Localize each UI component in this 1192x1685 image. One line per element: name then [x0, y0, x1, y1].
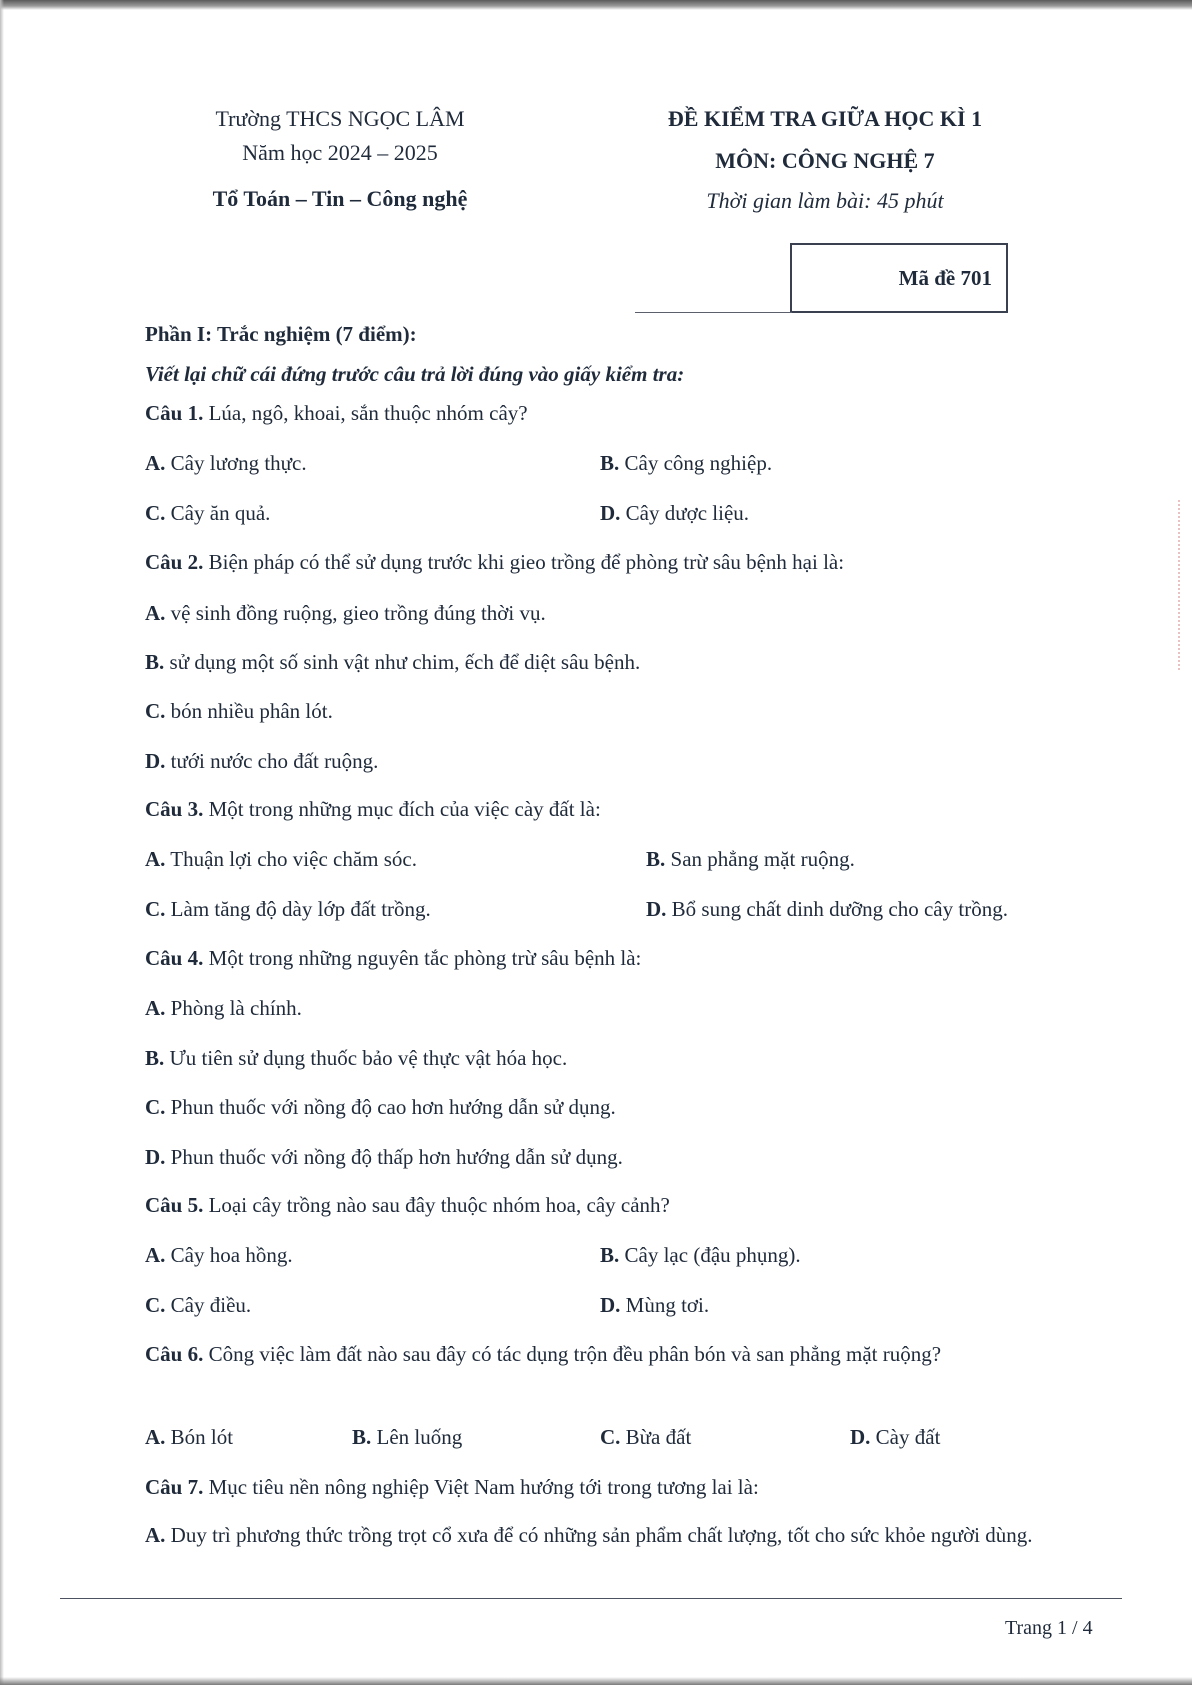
option-letter: A. [145, 601, 166, 625]
q3-option-c [145, 897, 431, 922]
option-text: tưới nước cho đất ruộng. [170, 749, 379, 773]
option-letter: C. [145, 1293, 166, 1317]
question-label: Câu 4. [145, 946, 204, 970]
q6-option-b [352, 1425, 462, 1450]
option-text: Bổ sung chất dinh dưỡng cho cây trồng. [671, 897, 1008, 921]
option-text: vệ sinh đồng ruộng, gieo trồng đúng thời vụ. [170, 601, 546, 625]
q4-option-a [145, 996, 302, 1021]
q4-option-b [145, 1046, 567, 1071]
question-7 [145, 1475, 759, 1500]
option-text: Cây hoa hồng. [170, 1243, 293, 1267]
option-text: Phòng là chính. [170, 996, 302, 1020]
option-text: Cây lạc (đậu phụng). [624, 1243, 801, 1267]
option-text: Cây công nghiệp. [624, 451, 773, 475]
school-name: Trường THCS NGỌC LÂM [215, 106, 465, 131]
option-letter: D. [850, 1425, 871, 1449]
option-letter: A. [145, 451, 166, 475]
option-letter: D. [600, 1293, 621, 1317]
q3-option-a [145, 847, 417, 872]
exam-code-box [790, 243, 1008, 313]
q2-option-c [145, 699, 333, 724]
q4-option-d [145, 1145, 623, 1170]
school-year: Năm học 2024 – 2025 [242, 140, 438, 165]
q1-option-a [145, 451, 307, 476]
option-text: Thuận lợi cho việc chăm sóc. [170, 847, 417, 871]
option-text: Phun thuốc với nồng độ thấp hơn hướng dẫn sử dụng. [170, 1145, 623, 1169]
option-letter: A. [145, 996, 166, 1020]
option-text: Cây dược liệu. [625, 501, 750, 525]
option-letter: C. [145, 501, 166, 525]
exam-title: ĐỀ KIỂM TRA GIỮA HỌC KÌ 1 [667, 106, 983, 131]
question-label: Câu 2. [145, 550, 204, 574]
question-text: Lúa, ngô, khoai, sắn thuộc nhóm cây? [208, 401, 528, 425]
q6-option-d [850, 1425, 940, 1450]
exam-duration: Thời gian làm bài: 45 phút [706, 188, 944, 213]
page-number: Trang 1 / 4 [1005, 1617, 1093, 1639]
option-letter: C. [145, 699, 166, 723]
question-2 [145, 550, 844, 575]
q5-option-a [145, 1243, 293, 1268]
option-letter: C. [600, 1425, 621, 1449]
q6-option-c [600, 1425, 691, 1450]
code-underline [635, 312, 792, 313]
q5-option-b [600, 1243, 801, 1268]
q1-option-c [145, 501, 270, 526]
option-text: Phun thuốc với nồng độ cao hơn hướng dẫn sử dụng. [170, 1095, 616, 1119]
option-text: sử dụng một số sinh vật như chim, ếch để diệt sâu bệnh. [169, 650, 641, 674]
option-letter: C. [145, 1095, 166, 1119]
section-title: Phần I: Trắc nghiệm (7 điểm): [145, 322, 417, 346]
scan-edge-bottom [0, 1677, 1192, 1685]
question-text: Mục tiêu nền nông nghiệp Việt Nam hướng tới trong tương lai là: [208, 1475, 759, 1499]
option-letter: D. [145, 749, 166, 773]
exam-code: Mã đề 701 [898, 265, 992, 290]
exam-subject: MÔN: CÔNG NGHỆ 7 [715, 148, 935, 173]
q5-option-d [600, 1293, 709, 1318]
option-text: Ưu tiên sử dụng thuốc bảo vệ thực vật hóa học. [169, 1046, 568, 1070]
q3-option-d [646, 897, 1008, 922]
option-text: Làm tăng độ dày lớp đất trồng. [170, 897, 431, 921]
question-text: Loại cây trồng nào sau đây thuộc nhóm hoa, cây cảnh? [208, 1193, 670, 1217]
option-text: bón nhiều phân lót. [170, 699, 333, 723]
option-text: Cây điều. [170, 1293, 252, 1317]
option-text: Cây ăn quả. [170, 501, 271, 525]
question-label: Câu 6. [145, 1342, 204, 1366]
question-text: Biện pháp có thể sử dụng trước khi gieo trồng để phòng trừ sâu bệnh hại là: [208, 550, 845, 574]
question-5 [145, 1193, 670, 1218]
option-letter: B. [600, 451, 620, 475]
footer-rule [60, 1598, 1122, 1599]
option-letter: D. [646, 897, 667, 921]
option-text: Bón lót [170, 1425, 234, 1449]
option-text: Cày đất [875, 1425, 941, 1449]
option-text: Lên luống [376, 1425, 463, 1449]
question-4 [145, 946, 641, 971]
department: Tổ Toán – Tin – Công nghệ [212, 186, 468, 211]
question-6 [145, 1339, 1095, 1369]
option-letter: C. [145, 897, 166, 921]
q5-option-c [145, 1293, 251, 1318]
scan-edge-top [0, 0, 1192, 10]
option-text: Duy trì phương thức trồng trọt cổ xưa để có những sản phẩm chất lượng, tốt cho sức khỏe người dùng. [170, 1523, 1033, 1547]
q3-option-b [646, 847, 855, 872]
question-1 [145, 401, 528, 426]
option-letter: A. [145, 847, 166, 871]
q6-option-a [145, 1425, 233, 1450]
question-label: Câu 1. [145, 401, 204, 425]
option-text: Mùng tơi. [625, 1293, 710, 1317]
option-text: San phẳng mặt ruộng. [670, 847, 855, 871]
question-text: Một trong những mục đích của việc cày đất là: [208, 797, 601, 821]
option-letter: B. [145, 650, 165, 674]
question-text: Một trong những nguyên tắc phòng trừ sâu bệnh là: [208, 946, 642, 970]
option-letter: B. [352, 1425, 372, 1449]
option-letter: B. [145, 1046, 165, 1070]
question-label: Câu 5. [145, 1193, 204, 1217]
option-letter: A. [145, 1523, 166, 1547]
question-label: Câu 3. [145, 797, 204, 821]
option-text: Bừa đất [625, 1425, 692, 1449]
option-text: Cây lương thực. [170, 451, 307, 475]
option-letter: B. [646, 847, 666, 871]
q7-option-a [145, 1520, 1095, 1550]
margin-stamp-mark [1178, 500, 1188, 670]
q1-option-d [600, 501, 749, 526]
scan-edge-left [0, 0, 4, 1685]
q4-option-c [145, 1095, 616, 1120]
option-letter: A. [145, 1243, 166, 1267]
question-text: Công việc làm đất nào sau đây có tác dụng trộn đều phân bón và san phẳng mặt ruộng? [208, 1342, 942, 1366]
q2-option-b [145, 650, 640, 675]
option-letter: A. [145, 1425, 166, 1449]
option-letter: D. [600, 501, 621, 525]
question-label: Câu 7. [145, 1475, 204, 1499]
q1-option-b [600, 451, 772, 476]
question-3 [145, 797, 601, 822]
option-letter: B. [600, 1243, 620, 1267]
option-letter: D. [145, 1145, 166, 1169]
section-instruction: Viết lại chữ cái đứng trước câu trả lời đúng vào giấy kiểm tra: [145, 362, 685, 386]
q2-option-a [145, 601, 546, 626]
q2-option-d [145, 749, 378, 774]
